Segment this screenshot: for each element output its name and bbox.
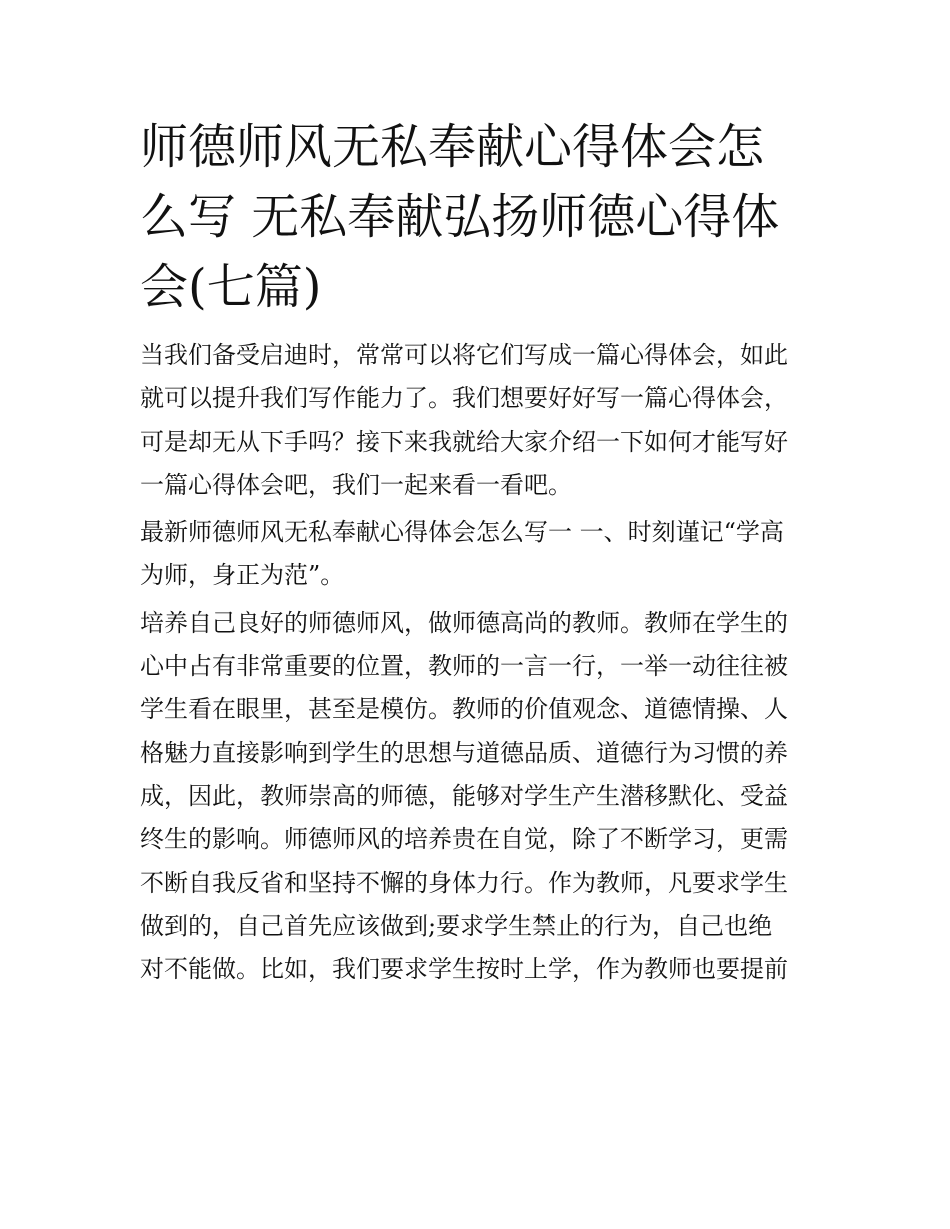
document-title (140, 112, 812, 322)
text-line: 当我们备受启迪时，常常可以将它们写成一篇心得体会，如此 (140, 341, 788, 369)
text-line: 成，因此，教师崇高的师德，能够对学生产生潜移默化、受益 (140, 781, 788, 810)
text-line: 不断自我反省和坚持不懈的身体力行。作为教师，凡要求学生 (140, 868, 788, 897)
text-line: 对不能做。比如，我们要求学生按时上学，作为教师也要提前 (140, 955, 788, 984)
title-line: 会(七篇) (140, 259, 322, 315)
title-line: 么写 无私奉献弘扬师德心得体 (140, 189, 780, 245)
section-heading-paragraph (140, 511, 812, 598)
text-line: 一篇心得体会吧，我们一起来看一看吧。 (140, 470, 572, 499)
document-page (140, 112, 812, 995)
text-line: 做到的，自己首先应该做到;要求学生禁止的行为，自己也绝 (140, 911, 773, 940)
text-line: 最新师德师风无私奉献心得体会怎么写一 一、时刻谨记“学高 (140, 518, 784, 547)
text-line: 格魅力直接影响到学生的思想与道德品质、道德行为习惯的养 (140, 738, 788, 767)
body-paragraph (140, 602, 812, 992)
text-line: 终生的影响。师德师风的培养贵在自觉，除了不断学习，更需 (140, 825, 788, 854)
title-line: 师德师风无私奉献心得体会怎 (140, 119, 765, 175)
intro-paragraph (140, 334, 812, 507)
text-line: 培养自己良好的师德师风，做师德高尚的教师。教师在学生的 (140, 608, 788, 637)
text-line: 学生看在眼里，甚至是模仿。教师的价值观念、道德情操、人 (140, 695, 788, 724)
text-line: 就可以提升我们写作能力了。我们想要好好写一篇心得体会， (140, 384, 788, 413)
text-line: 心中占有非常重要的位置，教师的一言一行，一举一动往往被 (140, 652, 788, 681)
text-line: 可是却无从下手吗？接下来我就给大家介绍一下如何才能写好 (140, 427, 788, 456)
text-line: 为师，身正为范”。 (140, 561, 345, 590)
document-body (140, 334, 812, 991)
